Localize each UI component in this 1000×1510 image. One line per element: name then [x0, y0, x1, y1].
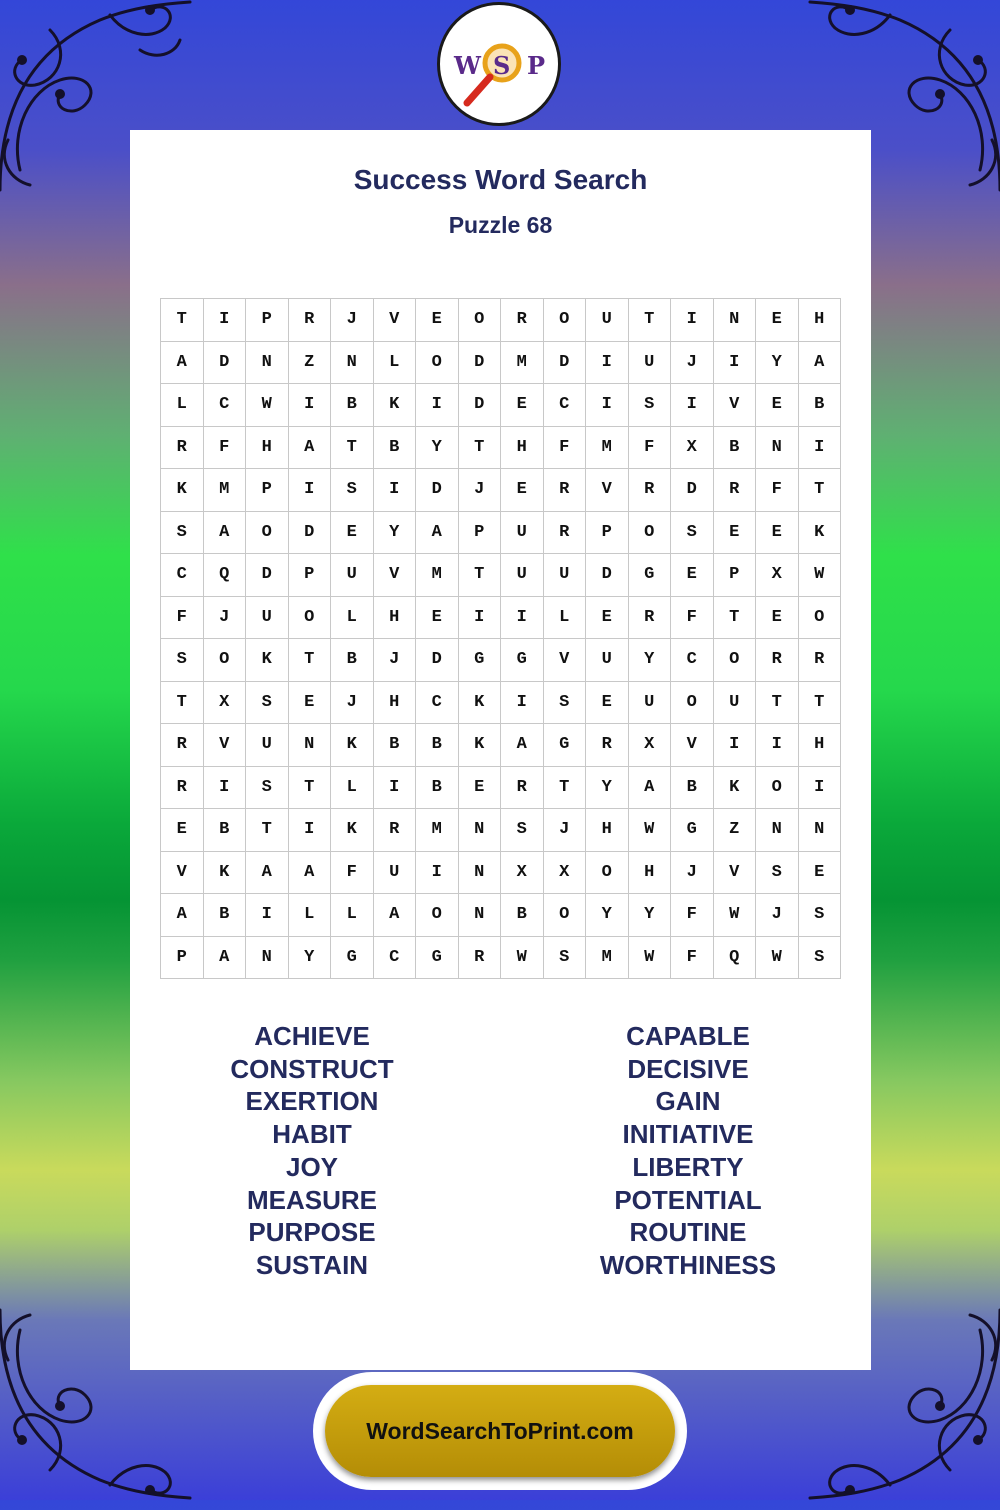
- grid-cell: D: [416, 469, 459, 512]
- grid-cell: V: [714, 852, 757, 895]
- grid-cell: U: [586, 639, 629, 682]
- grid-cell: M: [416, 554, 459, 597]
- grid-cell: D: [586, 554, 629, 597]
- word-item: ROUTINE: [629, 1217, 747, 1248]
- grid-cell: F: [331, 852, 374, 895]
- grid-cell: B: [416, 767, 459, 810]
- grid-cell: E: [586, 682, 629, 725]
- puzzle-number: Puzzle 68: [448, 212, 553, 238]
- grid-cell: R: [374, 809, 417, 852]
- puzzle-sheet: [130, 130, 871, 1370]
- grid-cell: Y: [374, 512, 417, 555]
- grid-cell: U: [246, 724, 289, 767]
- grid-cell: R: [459, 937, 502, 980]
- grid-cell: T: [799, 469, 842, 512]
- grid-cell: J: [331, 299, 374, 342]
- grid-cell: I: [799, 427, 842, 470]
- grid-cell: K: [161, 469, 204, 512]
- grid-cell: V: [204, 724, 247, 767]
- grid-cell: B: [374, 724, 417, 767]
- grid-cell: M: [586, 427, 629, 470]
- grid-cell: S: [331, 469, 374, 512]
- grid-cell: O: [671, 682, 714, 725]
- grid-cell: O: [246, 512, 289, 555]
- grid-cell: T: [289, 767, 332, 810]
- grid-cell: J: [544, 809, 587, 852]
- grid-cell: C: [416, 682, 459, 725]
- grid-cell: T: [544, 767, 587, 810]
- grid-cell: O: [289, 597, 332, 640]
- grid-cell: J: [671, 342, 714, 385]
- grid-cell: I: [289, 469, 332, 512]
- grid-cell: K: [459, 682, 502, 725]
- grid-cell: U: [331, 554, 374, 597]
- grid-cell: Z: [714, 809, 757, 852]
- site-logo[interactable]: [437, 2, 561, 126]
- grid-cell: H: [629, 852, 672, 895]
- grid-cell: V: [544, 639, 587, 682]
- grid-cell: L: [544, 597, 587, 640]
- grid-cell: O: [459, 299, 502, 342]
- grid-cell: H: [586, 809, 629, 852]
- page-title: Success Word Search: [353, 164, 648, 195]
- grid-cell: H: [501, 427, 544, 470]
- grid-cell: F: [204, 427, 247, 470]
- grid-cell: O: [629, 512, 672, 555]
- grid-cell: C: [161, 554, 204, 597]
- grid-cell: W: [629, 937, 672, 980]
- grid-cell: R: [289, 299, 332, 342]
- grid-cell: R: [161, 427, 204, 470]
- word-item: DECISIVE: [627, 1053, 749, 1084]
- grid-cell: A: [629, 767, 672, 810]
- grid-cell: I: [586, 342, 629, 385]
- grid-cell: W: [629, 809, 672, 852]
- grid-cell: I: [756, 724, 799, 767]
- grid-cell: U: [544, 554, 587, 597]
- grid-cell: X: [204, 682, 247, 725]
- grid-cell: P: [161, 937, 204, 980]
- word-list-left: [147, 1020, 477, 1282]
- grid-cell: H: [246, 427, 289, 470]
- grid-cell: J: [756, 894, 799, 937]
- grid-cell: R: [586, 724, 629, 767]
- grid-cell: I: [204, 767, 247, 810]
- grid-cell: I: [799, 767, 842, 810]
- grid-cell: I: [714, 342, 757, 385]
- grid-cell: D: [416, 639, 459, 682]
- grid-cell: N: [246, 937, 289, 980]
- grid-cell: U: [629, 682, 672, 725]
- grid-cell: R: [161, 724, 204, 767]
- grid-cell: S: [544, 682, 587, 725]
- grid-cell: B: [799, 384, 842, 427]
- grid-cell: I: [416, 384, 459, 427]
- grid-cell: S: [799, 894, 842, 937]
- grid-cell: H: [799, 724, 842, 767]
- grid-cell: F: [756, 469, 799, 512]
- word-item: SUSTAIN: [255, 1249, 369, 1280]
- grid-cell: A: [374, 894, 417, 937]
- grid-cell: D: [204, 342, 247, 385]
- grid-cell: M: [586, 937, 629, 980]
- grid-cell: T: [459, 554, 502, 597]
- grid-cell: T: [161, 299, 204, 342]
- grid-cell: O: [586, 852, 629, 895]
- grid-cell: X: [629, 724, 672, 767]
- word-item: PURPOSE: [248, 1217, 376, 1248]
- site-link-button[interactable]: WordSearchToPrint.com: [325, 1385, 675, 1477]
- grid-cell: G: [331, 937, 374, 980]
- grid-cell: O: [544, 299, 587, 342]
- grid-cell: S: [246, 682, 289, 725]
- grid-cell: T: [246, 809, 289, 852]
- grid-cell: U: [501, 512, 544, 555]
- grid-cell: K: [331, 809, 374, 852]
- grid-cell: I: [289, 809, 332, 852]
- grid-cell: S: [799, 937, 842, 980]
- grid-cell: T: [629, 299, 672, 342]
- grid-cell: N: [459, 852, 502, 895]
- grid-cell: D: [246, 554, 289, 597]
- grid-cell: H: [374, 682, 417, 725]
- grid-cell: K: [204, 852, 247, 895]
- grid-cell: Y: [416, 427, 459, 470]
- grid-cell: S: [161, 639, 204, 682]
- grid-cell: D: [459, 384, 502, 427]
- grid-cell: R: [799, 639, 842, 682]
- word-item: LIBERTY: [632, 1151, 744, 1182]
- grid-cell: S: [544, 937, 587, 980]
- grid-cell: P: [714, 554, 757, 597]
- grid-cell: E: [416, 299, 459, 342]
- word-item: JOY: [285, 1151, 339, 1182]
- grid-cell: E: [586, 597, 629, 640]
- grid-cell: I: [501, 597, 544, 640]
- grid-cell: J: [204, 597, 247, 640]
- grid-cell: X: [544, 852, 587, 895]
- grid-cell: Y: [586, 894, 629, 937]
- grid-cell: O: [416, 894, 459, 937]
- grid-cell: L: [374, 342, 417, 385]
- grid-cell: L: [331, 894, 374, 937]
- word-item: CONSTRUCT: [230, 1053, 394, 1084]
- grid-cell: M: [501, 342, 544, 385]
- grid-cell: E: [799, 852, 842, 895]
- grid-cell: O: [204, 639, 247, 682]
- grid-cell: A: [799, 342, 842, 385]
- grid-cell: J: [459, 469, 502, 512]
- grid-cell: I: [374, 767, 417, 810]
- grid-cell: S: [161, 512, 204, 555]
- grid-cell: P: [246, 469, 289, 512]
- grid-cell: P: [586, 512, 629, 555]
- word-item: GAIN: [655, 1086, 721, 1117]
- grid-cell: R: [544, 469, 587, 512]
- grid-cell: I: [289, 384, 332, 427]
- grid-cell: B: [671, 767, 714, 810]
- grid-cell: R: [756, 639, 799, 682]
- grid-cell: S: [629, 384, 672, 427]
- grid-cell: F: [161, 597, 204, 640]
- grid-cell: M: [416, 809, 459, 852]
- grid-cell: G: [416, 937, 459, 980]
- grid-cell: I: [416, 852, 459, 895]
- grid-cell: E: [289, 682, 332, 725]
- grid-cell: N: [714, 299, 757, 342]
- grid-cell: E: [501, 384, 544, 427]
- grid-cell: H: [374, 597, 417, 640]
- grid-cell: H: [799, 299, 842, 342]
- grid-cell: G: [501, 639, 544, 682]
- grid-cell: D: [671, 469, 714, 512]
- grid-cell: N: [756, 427, 799, 470]
- grid-cell: A: [161, 894, 204, 937]
- grid-cell: I: [671, 384, 714, 427]
- grid-cell: B: [331, 639, 374, 682]
- grid-cell: J: [374, 639, 417, 682]
- grid-cell: S: [671, 512, 714, 555]
- grid-cell: N: [331, 342, 374, 385]
- grid-cell: E: [714, 512, 757, 555]
- grid-cell: N: [289, 724, 332, 767]
- grid-cell: X: [756, 554, 799, 597]
- grid-cell: P: [289, 554, 332, 597]
- word-item: POTENTIAL: [614, 1184, 762, 1215]
- grid-cell: E: [756, 597, 799, 640]
- grid-cell: J: [331, 682, 374, 725]
- grid-cell: O: [799, 597, 842, 640]
- word-item: EXERTION: [245, 1086, 379, 1117]
- grid-cell: W: [714, 894, 757, 937]
- word-item: ACHIEVE: [254, 1021, 370, 1051]
- grid-cell: O: [544, 894, 587, 937]
- grid-cell: U: [374, 852, 417, 895]
- grid-cell: I: [671, 299, 714, 342]
- grid-cell: C: [671, 639, 714, 682]
- grid-cell: F: [544, 427, 587, 470]
- grid-cell: Q: [204, 554, 247, 597]
- grid-cell: G: [459, 639, 502, 682]
- grid-cell: L: [331, 767, 374, 810]
- grid-cell: E: [459, 767, 502, 810]
- grid-cell: T: [161, 682, 204, 725]
- word-item: MEASURE: [246, 1184, 377, 1215]
- grid-cell: A: [204, 937, 247, 980]
- grid-cell: K: [459, 724, 502, 767]
- logo-letter-p: P: [527, 51, 546, 80]
- grid-cell: T: [714, 597, 757, 640]
- grid-cell: K: [714, 767, 757, 810]
- grid-cell: E: [756, 299, 799, 342]
- grid-cell: V: [374, 554, 417, 597]
- grid-cell: Y: [756, 342, 799, 385]
- grid-cell: D: [289, 512, 332, 555]
- grid-cell: F: [629, 427, 672, 470]
- grid-cell: R: [714, 469, 757, 512]
- grid-cell: V: [714, 384, 757, 427]
- word-item: HABIT: [272, 1119, 352, 1150]
- grid-cell: I: [714, 724, 757, 767]
- grid-cell: W: [799, 554, 842, 597]
- grid-cell: E: [671, 554, 714, 597]
- logo-letter-s: S: [493, 51, 511, 80]
- grid-cell: B: [501, 894, 544, 937]
- grid-cell: I: [459, 597, 502, 640]
- grid-cell: W: [756, 937, 799, 980]
- grid-cell: U: [246, 597, 289, 640]
- grid-cell: B: [204, 809, 247, 852]
- grid-cell: L: [289, 894, 332, 937]
- grid-cell: G: [629, 554, 672, 597]
- grid-cell: D: [544, 342, 587, 385]
- letter-grid: [160, 298, 841, 979]
- logo-letter-w: W: [454, 51, 481, 80]
- grid-cell: Y: [629, 894, 672, 937]
- grid-cell: C: [374, 937, 417, 980]
- grid-cell: V: [161, 852, 204, 895]
- grid-cell: A: [161, 342, 204, 385]
- grid-cell: I: [204, 299, 247, 342]
- grid-cell: A: [289, 852, 332, 895]
- grid-cell: E: [331, 512, 374, 555]
- grid-cell: N: [756, 809, 799, 852]
- grid-cell: E: [756, 384, 799, 427]
- grid-cell: R: [544, 512, 587, 555]
- grid-cell: L: [331, 597, 374, 640]
- word-item: WORTHINESS: [599, 1249, 777, 1280]
- grid-cell: S: [246, 767, 289, 810]
- word-item: CAPABLE: [626, 1021, 750, 1051]
- grid-cell: K: [374, 384, 417, 427]
- grid-cell: U: [714, 682, 757, 725]
- grid-cell: P: [459, 512, 502, 555]
- grid-cell: X: [671, 427, 714, 470]
- grid-cell: A: [204, 512, 247, 555]
- grid-cell: Y: [629, 639, 672, 682]
- grid-cell: U: [501, 554, 544, 597]
- grid-cell: T: [289, 639, 332, 682]
- grid-cell: B: [416, 724, 459, 767]
- grid-cell: C: [204, 384, 247, 427]
- grid-cell: O: [714, 639, 757, 682]
- grid-cell: L: [161, 384, 204, 427]
- grid-cell: T: [459, 427, 502, 470]
- grid-cell: I: [246, 894, 289, 937]
- grid-cell: E: [161, 809, 204, 852]
- grid-cell: I: [501, 682, 544, 725]
- grid-cell: W: [246, 384, 289, 427]
- grid-cell: V: [671, 724, 714, 767]
- grid-cell: T: [331, 427, 374, 470]
- grid-cell: R: [629, 469, 672, 512]
- grid-cell: T: [756, 682, 799, 725]
- grid-cell: J: [671, 852, 714, 895]
- grid-cell: T: [799, 682, 842, 725]
- grid-cell: A: [246, 852, 289, 895]
- grid-cell: B: [374, 427, 417, 470]
- grid-cell: Y: [586, 767, 629, 810]
- grid-cell: A: [416, 512, 459, 555]
- grid-cell: N: [459, 809, 502, 852]
- grid-cell: N: [799, 809, 842, 852]
- grid-cell: F: [671, 937, 714, 980]
- grid-cell: A: [501, 724, 544, 767]
- grid-cell: W: [501, 937, 544, 980]
- grid-cell: K: [246, 639, 289, 682]
- grid-cell: O: [756, 767, 799, 810]
- grid-cell: R: [501, 767, 544, 810]
- grid-cell: B: [331, 384, 374, 427]
- grid-cell: V: [374, 299, 417, 342]
- grid-cell: N: [459, 894, 502, 937]
- grid-cell: K: [799, 512, 842, 555]
- grid-cell: Q: [714, 937, 757, 980]
- grid-cell: R: [501, 299, 544, 342]
- grid-cell: Y: [289, 937, 332, 980]
- grid-cell: R: [629, 597, 672, 640]
- grid-cell: S: [756, 852, 799, 895]
- grid-cell: N: [246, 342, 289, 385]
- grid-cell: P: [246, 299, 289, 342]
- grid-cell: B: [204, 894, 247, 937]
- grid-cell: F: [671, 597, 714, 640]
- grid-cell: U: [586, 299, 629, 342]
- grid-cell: M: [204, 469, 247, 512]
- grid-cell: O: [416, 342, 459, 385]
- grid-cell: S: [501, 809, 544, 852]
- grid-cell: Z: [289, 342, 332, 385]
- grid-cell: U: [629, 342, 672, 385]
- grid-cell: E: [416, 597, 459, 640]
- grid-cell: F: [671, 894, 714, 937]
- word-item: INITIATIVE: [622, 1119, 754, 1150]
- grid-cell: E: [501, 469, 544, 512]
- grid-cell: K: [331, 724, 374, 767]
- grid-cell: D: [459, 342, 502, 385]
- grid-cell: B: [714, 427, 757, 470]
- grid-cell: X: [501, 852, 544, 895]
- grid-cell: I: [586, 384, 629, 427]
- grid-cell: R: [161, 767, 204, 810]
- grid-cell: C: [544, 384, 587, 427]
- grid-cell: G: [544, 724, 587, 767]
- grid-cell: E: [756, 512, 799, 555]
- grid-cell: V: [586, 469, 629, 512]
- grid-cell: A: [289, 427, 332, 470]
- grid-cell: I: [374, 469, 417, 512]
- grid-cell: G: [671, 809, 714, 852]
- word-list-right: [523, 1020, 853, 1282]
